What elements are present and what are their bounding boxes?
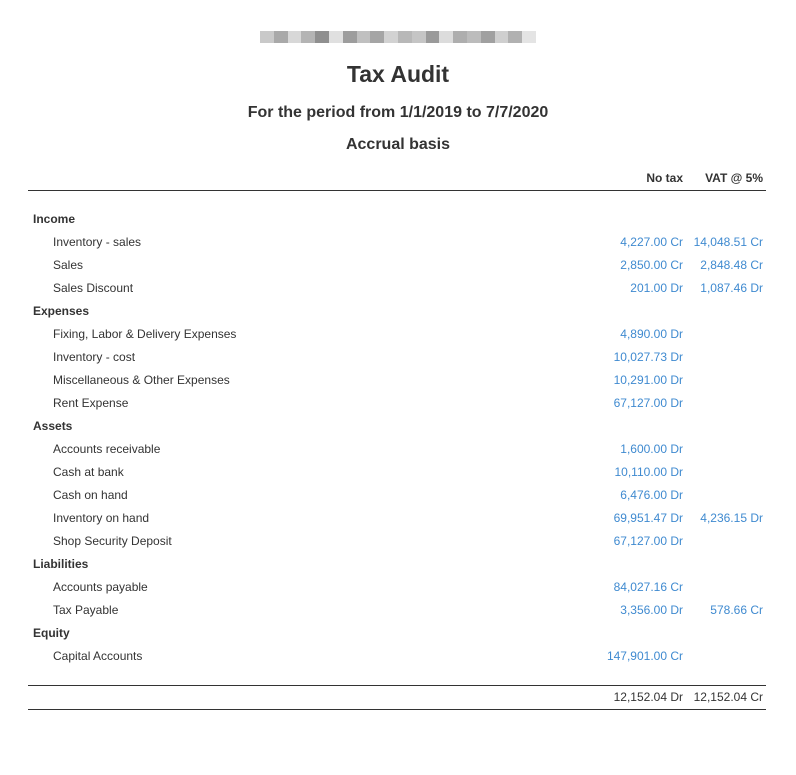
account-row bbox=[28, 230, 766, 253]
account-row bbox=[28, 575, 766, 598]
amount-vat-link[interactable]: 14,048.51 Cr bbox=[693, 235, 763, 249]
total-top-rule bbox=[28, 685, 766, 686]
amount-no-tax-link[interactable]: 4,227.00 Cr bbox=[620, 235, 683, 249]
amount-no-tax-link[interactable]: 10,110.00 Dr bbox=[614, 465, 683, 479]
amount-no-tax-link[interactable]: 1,600.00 Dr bbox=[620, 442, 683, 456]
account-row bbox=[28, 598, 766, 621]
total-vat: 12,152.04 Cr bbox=[693, 690, 763, 704]
report-basis: Accrual basis bbox=[345, 136, 451, 153]
total-no-tax: 12,152.04 Dr bbox=[613, 690, 683, 704]
account-label: Sales bbox=[53, 258, 84, 272]
section-label: Income bbox=[33, 212, 76, 226]
column-header-no-tax: No tax bbox=[646, 171, 683, 185]
report-period: For the period from 1/1/2019 to 7/7/2020 bbox=[247, 104, 549, 121]
account-row bbox=[28, 529, 766, 552]
account-row bbox=[28, 253, 766, 276]
amount-vat-link[interactable]: 578.66 Cr bbox=[710, 603, 763, 617]
section-row bbox=[28, 552, 766, 575]
account-row bbox=[28, 437, 766, 460]
column-header-vat: VAT @ 5% bbox=[705, 171, 763, 185]
account-label: Rent Expense bbox=[53, 396, 129, 410]
account-label: Cash on hand bbox=[53, 488, 128, 502]
account-label: Capital Accounts bbox=[53, 649, 143, 663]
amount-vat-link[interactable]: 2,848.48 Cr bbox=[700, 258, 763, 272]
account-label: Shop Security Deposit bbox=[53, 534, 172, 548]
amount-no-tax-link[interactable]: 6,476.00 Dr bbox=[620, 488, 683, 502]
account-label: Sales Discount bbox=[53, 281, 134, 295]
amount-no-tax-link[interactable]: 10,027.73 Dr bbox=[613, 350, 683, 364]
account-row bbox=[28, 345, 766, 368]
section-row bbox=[28, 414, 766, 437]
account-label: Accounts payable bbox=[53, 580, 148, 594]
account-row bbox=[28, 368, 766, 391]
section-label: Equity bbox=[33, 626, 70, 640]
account-label: Cash at bank bbox=[53, 465, 124, 479]
account-label: Fixing, Labor & Delivery Expenses bbox=[53, 327, 237, 341]
account-row bbox=[28, 391, 766, 414]
amount-no-tax-link[interactable]: 147,901.00 Cr bbox=[606, 649, 683, 663]
company-name-redacted bbox=[260, 31, 536, 43]
amount-vat-link[interactable]: 1,087.46 Dr bbox=[700, 281, 763, 295]
account-label: Inventory - cost bbox=[53, 350, 136, 364]
amount-no-tax-link[interactable]: 2,850.00 Cr bbox=[620, 258, 683, 272]
amount-vat-link[interactable]: 4,236.15 Dr bbox=[700, 511, 763, 525]
account-label: Tax Payable bbox=[53, 603, 119, 617]
section-row bbox=[28, 299, 766, 322]
amount-no-tax-link[interactable]: 201.00 Dr bbox=[630, 281, 683, 295]
amount-no-tax-link[interactable]: 10,291.00 Dr bbox=[613, 373, 683, 387]
account-row bbox=[28, 644, 766, 667]
account-row bbox=[28, 506, 766, 529]
account-row bbox=[28, 460, 766, 483]
account-label: Miscellaneous & Other Expenses bbox=[53, 373, 230, 387]
amount-no-tax-link[interactable]: 67,127.00 Dr bbox=[613, 534, 683, 548]
account-row bbox=[28, 322, 766, 345]
section-label: Assets bbox=[33, 419, 73, 433]
amount-no-tax-link[interactable]: 69,951.47 Dr bbox=[613, 511, 683, 525]
section-label: Expenses bbox=[33, 304, 90, 318]
amount-no-tax-link[interactable]: 67,127.00 Dr bbox=[613, 396, 683, 410]
account-row bbox=[28, 276, 766, 299]
report-body bbox=[28, 207, 766, 667]
account-label: Inventory - sales bbox=[53, 235, 142, 249]
account-label: Accounts receivable bbox=[53, 442, 161, 456]
amount-no-tax-link[interactable]: 84,027.16 Cr bbox=[613, 580, 683, 594]
amount-no-tax-link[interactable]: 3,356.00 Dr bbox=[620, 603, 683, 617]
section-row bbox=[28, 207, 766, 230]
account-label: Inventory on hand bbox=[53, 511, 150, 525]
total-bottom-rule bbox=[28, 709, 766, 710]
header-rule bbox=[28, 190, 766, 191]
report-title: Tax Audit bbox=[346, 61, 450, 87]
section-label: Liabilities bbox=[33, 557, 89, 571]
account-row bbox=[28, 483, 766, 506]
amount-no-tax-link[interactable]: 4,890.00 Dr bbox=[620, 327, 683, 341]
section-row bbox=[28, 621, 766, 644]
